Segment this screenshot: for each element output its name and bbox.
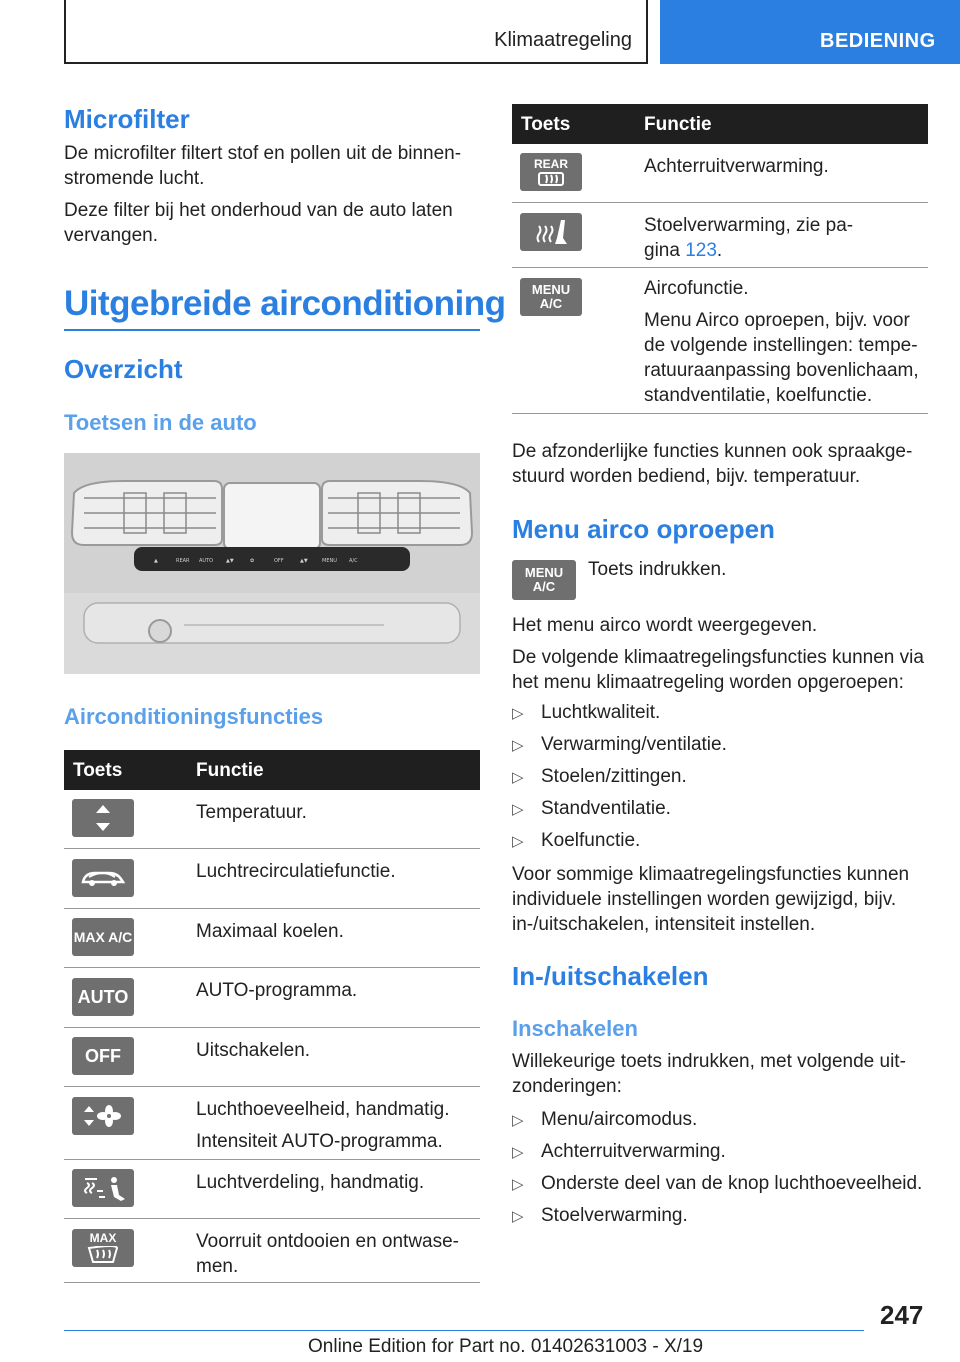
svg-text:▲: ▲ — [154, 558, 158, 564]
bullet-triangle-icon: ▷ — [512, 737, 524, 754]
microfilter-p2b: vervangen. — [64, 225, 159, 246]
menu-p2b: het menu klimaatregeling worden opgeroepen: — [512, 672, 904, 693]
menu-section-title: Menu airco oproepen — [512, 514, 775, 544]
list-item-text: Verwarming/ventilatie. — [541, 734, 727, 755]
menu-p3a: Voor sommige klimaatregelingsfuncties kunnen — [512, 864, 910, 885]
table-row — [64, 1219, 480, 1283]
table-row — [64, 1087, 480, 1160]
function-line: Voorruit ontdooien en ontwase- — [196, 1231, 460, 1252]
microfilter-p1b: stromende lucht. — [64, 168, 205, 189]
svg-text:REAR: REAR — [176, 558, 190, 564]
dashboard-photo — [64, 453, 480, 674]
table-row — [64, 1028, 480, 1087]
onoff-subtitle: Inschakelen — [512, 1016, 638, 1041]
list-item-text: Achterruitverwarming. — [541, 1141, 726, 1162]
recirculation-car-icon — [72, 859, 134, 897]
right-col-key: Toets — [521, 114, 571, 135]
function-text: Achterruitverwarming. — [644, 156, 829, 177]
footer-edition: Online Edition for Part no. 01402631003 - X/19 — [308, 1336, 704, 1357]
table-row — [64, 849, 480, 909]
menu-p3c: in-/uitschakelen, intensiteit instellen. — [512, 914, 816, 935]
key-label: MAX — [89, 1231, 117, 1245]
overview-subtitle: Toetsen in de auto — [64, 410, 257, 435]
dashboard-illustration — [64, 453, 480, 674]
function-line: Intensiteit AUTO-programma. — [196, 1131, 443, 1152]
bullet-triangle-icon: ▷ — [512, 1144, 524, 1161]
function-line: Luchthoeveelheid, handmatig. — [196, 1099, 450, 1120]
function-line-end: . — [716, 240, 723, 261]
auto-key-icon: AUTO — [72, 978, 134, 1016]
microfilter-title: Microfilter — [64, 104, 190, 134]
bullet-triangle-icon: ▷ — [512, 833, 524, 850]
table-row — [512, 268, 928, 414]
list-item-text: Onderste deel van de knop luchthoeveelheid. — [541, 1173, 923, 1194]
header-chapter-tab: BEDIENING — [660, 0, 960, 64]
title-underline — [64, 329, 480, 331]
function-line: de volgende instellingen: tempe- — [644, 335, 918, 356]
function-line: men. — [196, 1256, 239, 1277]
function-text: Uitschakelen. — [196, 1040, 311, 1061]
bullet-triangle-icon: ▷ — [512, 769, 524, 786]
fan-updown-icon — [72, 1097, 134, 1135]
menu-p2a: De volgende klimaatregelingsfuncties kunnen via — [512, 647, 924, 668]
left-col-key: Toets — [73, 760, 123, 781]
main-title: Uitgebreide airconditioning — [64, 284, 506, 323]
list-item-text: Standventilatie. — [541, 798, 671, 819]
bullet-triangle-icon: ▷ — [512, 705, 524, 722]
onoff-title: In-/uitschakelen — [512, 961, 709, 991]
key-label: REAR — [533, 156, 568, 171]
page-number: 247 — [880, 1300, 924, 1330]
overview-title: Overzicht — [64, 354, 183, 384]
temperature-updown-icon — [72, 799, 134, 837]
max-defrost-icon — [72, 1229, 134, 1267]
function-line: standventilatie, koelfunctie. — [644, 385, 873, 406]
header-left-box — [64, 0, 648, 64]
menu-press-text: Toets indrukken. — [588, 559, 727, 580]
svg-text:✿: ✿ — [250, 558, 255, 564]
seat-heating-icon — [520, 213, 582, 251]
menu-p1: Het menu airco wordt weergegeven. — [512, 615, 818, 636]
bullet-triangle-icon: ▷ — [512, 1112, 524, 1129]
header-section: Klimaatregeling — [494, 29, 632, 51]
function-line-start: gina — [644, 240, 686, 261]
list-item-text: Koelfunctie. — [541, 830, 641, 851]
table-row — [64, 790, 480, 849]
function-text: Maximaal koelen. — [196, 921, 344, 942]
bullet-triangle-icon: ▷ — [512, 1176, 524, 1193]
svg-text:▲▼: ▲▼ — [226, 558, 234, 564]
off-key-icon: OFF — [72, 1037, 134, 1075]
function-line: Menu Airco oproepen, bijv. voor — [644, 310, 910, 331]
function-text: Temperatuur. — [196, 802, 307, 823]
svg-text:AUTO: AUTO — [199, 558, 214, 564]
onoff-p1a: Willekeurige toets indrukken, met volgende uit- — [512, 1051, 906, 1072]
table-row — [512, 203, 928, 268]
onoff-p1b: zonderingen: — [512, 1076, 622, 1097]
list-item-text: Stoelen/zittingen. — [541, 766, 687, 787]
left-col-function: Functie — [196, 760, 264, 781]
svg-text:▲▼: ▲▼ — [300, 558, 308, 564]
bullet-triangle-icon: ▷ — [512, 1208, 524, 1225]
function-text — [644, 213, 853, 263]
microfilter-p1: De microfilter filtert stof en pollen uit de binnen- — [64, 143, 462, 164]
table-row — [64, 1160, 480, 1219]
list-item-text: Stoelverwarming. — [541, 1205, 688, 1226]
max-ac-key-icon: MAX A/C — [72, 918, 134, 956]
svg-text:MENU: MENU — [322, 558, 337, 564]
right-table-header — [512, 104, 928, 144]
table-row — [64, 909, 480, 968]
function-line: Aircofunctie. — [644, 278, 749, 299]
right-col-function: Functie — [644, 114, 712, 135]
function-text — [644, 276, 919, 408]
voice-l1: De afzonderlijke functies kunnen ook spraakge- — [512, 441, 913, 462]
functions-title: Airconditioningsfuncties — [64, 704, 324, 729]
left-table-header — [64, 750, 480, 790]
function-text — [196, 1097, 450, 1154]
bullet-triangle-icon: ▷ — [512, 801, 524, 818]
menu-ac-key-icon: MENU A/C — [512, 560, 576, 600]
function-text: AUTO-programma. — [196, 980, 358, 1001]
list-item-text: Menu/aircomodus. — [541, 1109, 698, 1130]
function-line: Stoelverwarming, zie pa- — [644, 215, 854, 236]
function-text: Luchtverdeling, handmatig. — [196, 1172, 425, 1193]
function-text — [196, 1229, 459, 1279]
table-row — [64, 968, 480, 1028]
table-row — [512, 144, 928, 203]
list-item-text: Luchtkwaliteit. — [541, 702, 661, 723]
footer-rule — [64, 1330, 864, 1331]
function-line — [644, 238, 853, 263]
menu-ac-key-icon: MENU A/C — [520, 278, 582, 316]
function-text: Luchtrecirculatiefunctie. — [196, 861, 396, 882]
rear-defrost-icon — [520, 153, 582, 191]
air-distribution-icon — [72, 1169, 134, 1207]
page-link-123[interactable]: 123 — [685, 240, 717, 261]
svg-text:OFF: OFF — [274, 558, 284, 564]
function-line: ratuuraanpassing bovenlichaam, — [644, 360, 919, 381]
microfilter-p2: Deze filter bij het onderhoud van de auto laten — [64, 200, 453, 221]
menu-p3b: individuele instellingen worden gewijzigd, bijv. — [512, 889, 897, 910]
voice-l2: stuurd worden bediend, bijv. temperatuur. — [512, 466, 861, 487]
svg-text:A/C: A/C — [349, 558, 358, 564]
